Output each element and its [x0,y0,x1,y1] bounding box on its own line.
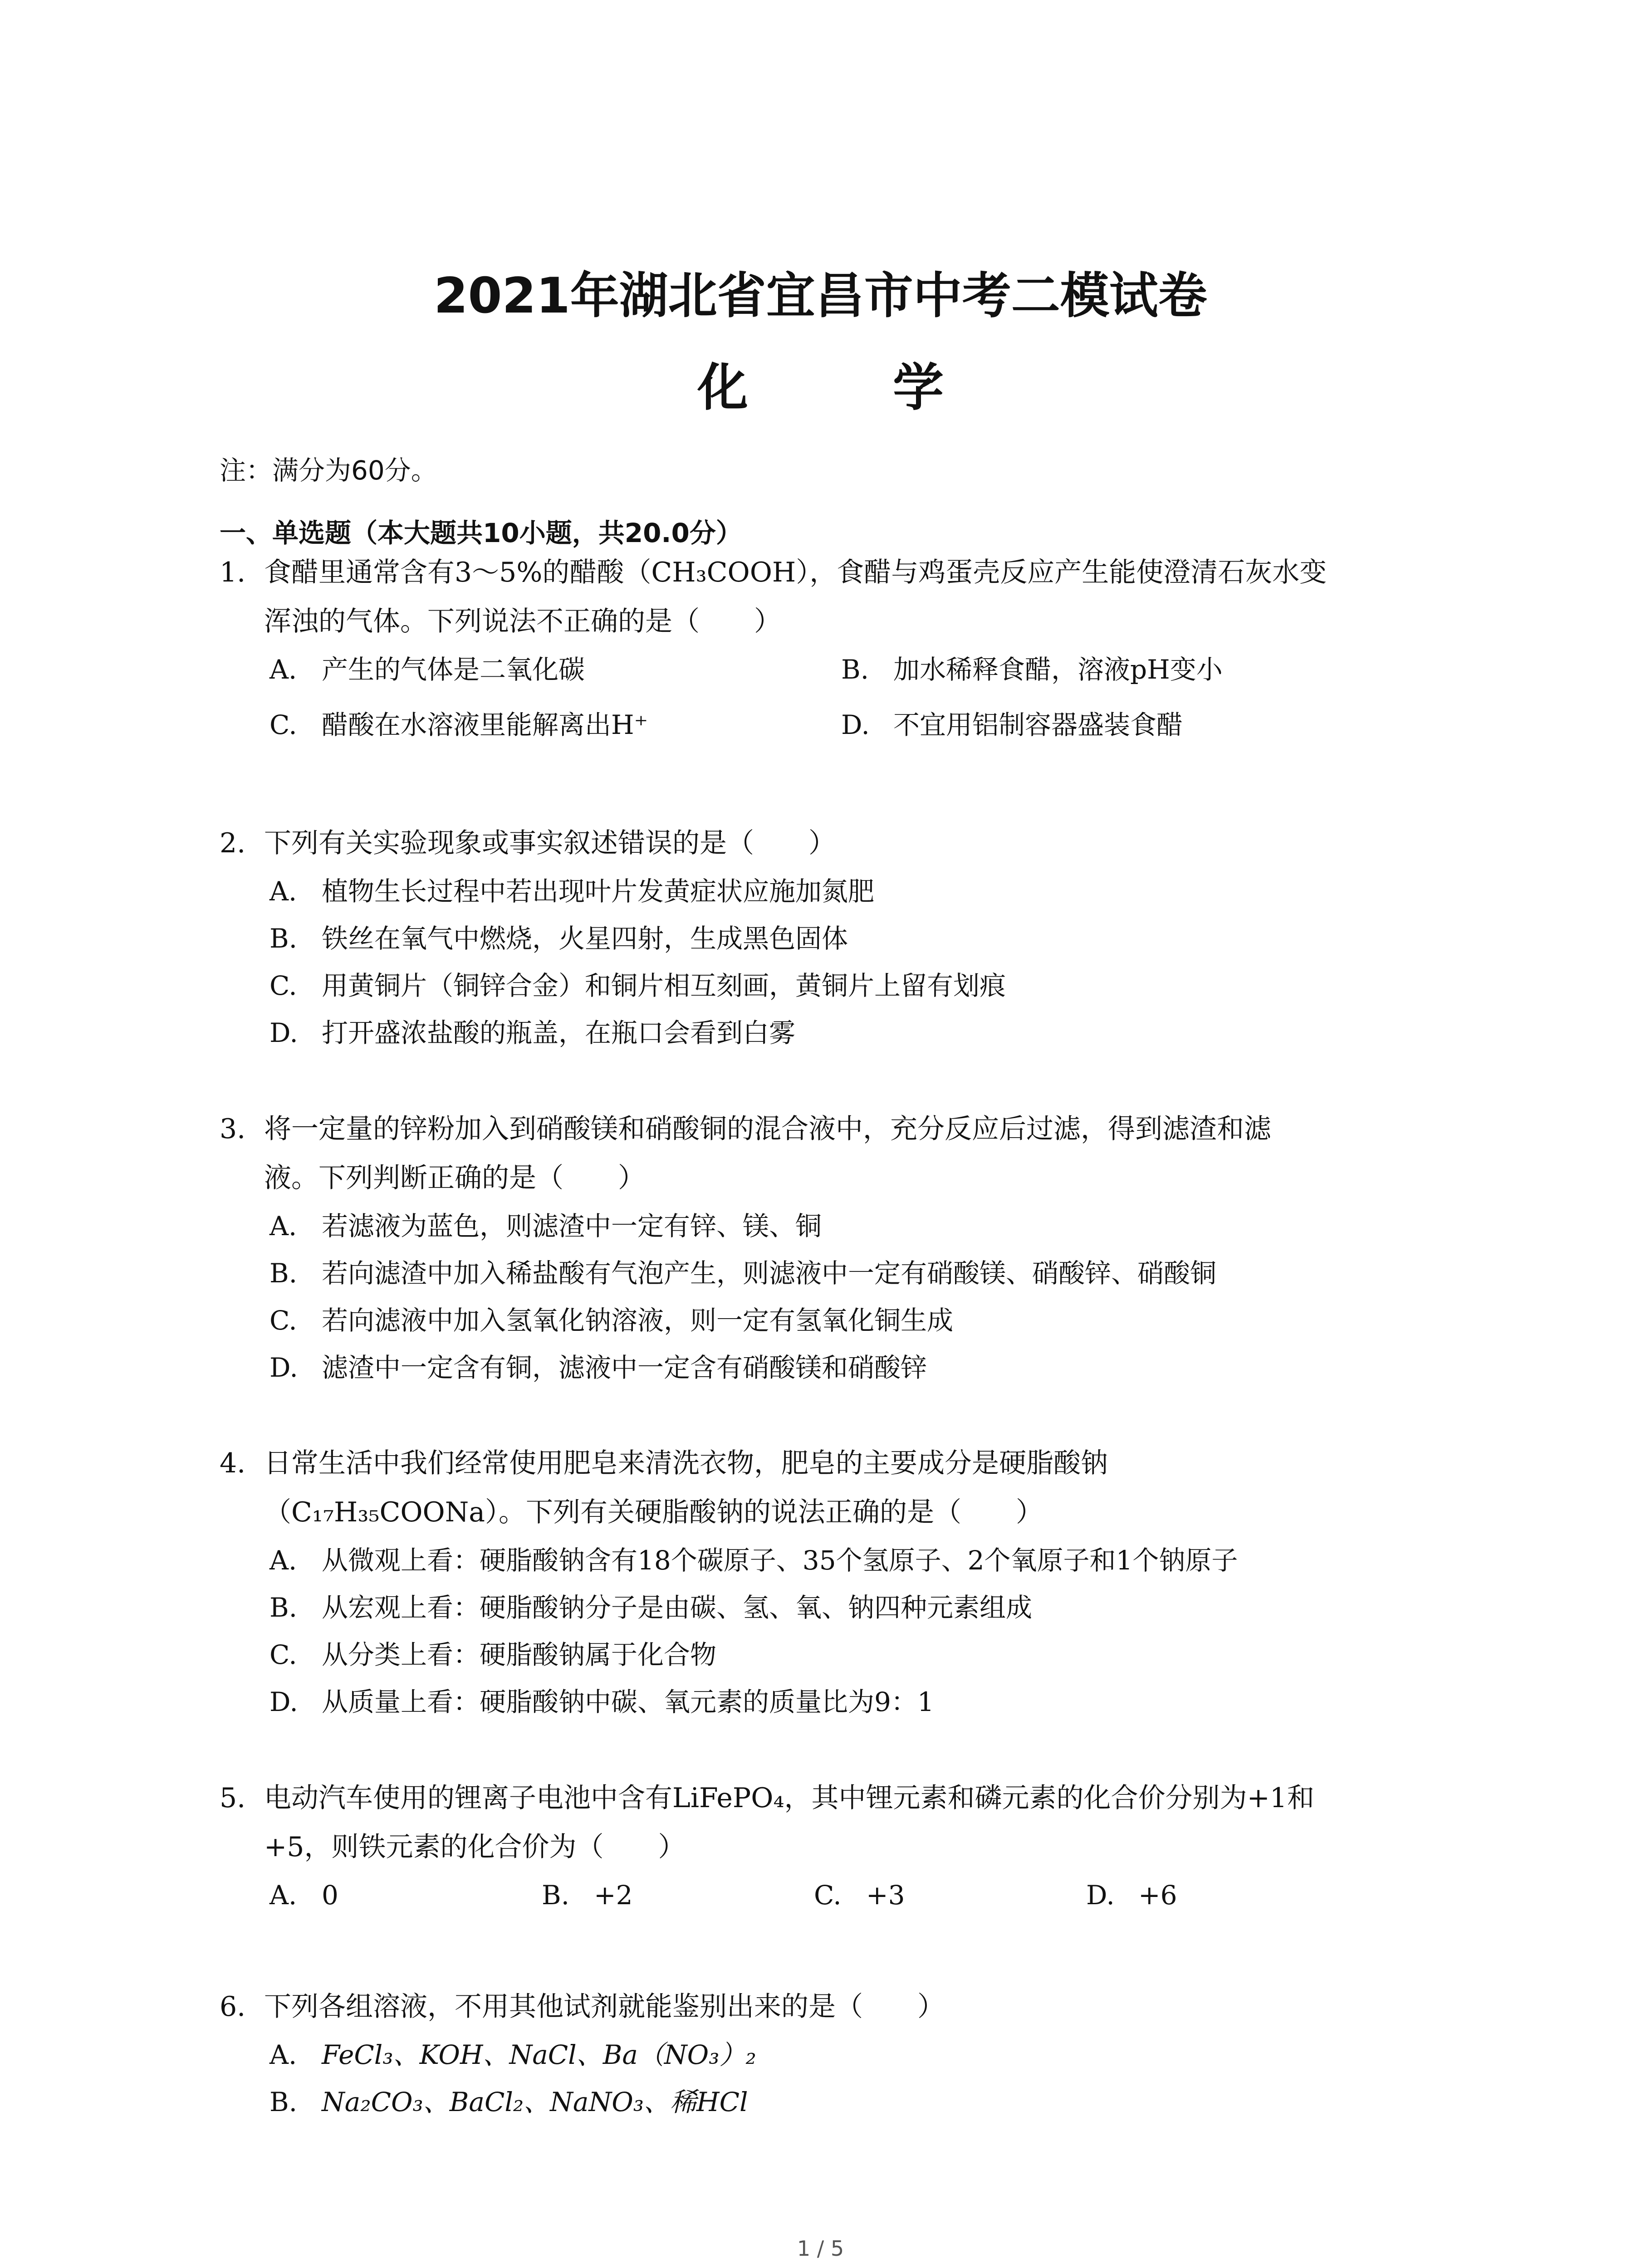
option-text: Na₂CO₃、BaCl₂、NaNO₃、稀HCl [322,2087,748,2117]
option-label: B. [542,1880,570,1911]
option-text: 加水稀释食醋，溶液pH变小 [893,654,1223,685]
option-text: 不宜用铝制容器盛装食醋 [893,709,1183,740]
question-number: 4. [220,1447,246,1479]
option-label: C. [269,1639,297,1670]
option-text: FeCl₃、KOH、NaCl、Ba（NO₃）₂ [322,2039,756,2070]
question-text-line: 液。下列判断正确的是（ ） [264,1162,645,1194]
option-text: 从分类上看：硬脂酸钠属于化合物 [322,1639,717,1670]
page-number: 1 / 5 [797,2236,844,2261]
question-text-line: 将一定量的锌粉加入到硝酸镁和硝酸铜的混合液中，充分反应后过滤，得到滤渣和滤 [264,1113,1271,1145]
question-text-line: 日常生活中我们经常使用肥皂来清洗衣物，肥皂的主要成分是硬脂酸钠 [264,1447,1108,1479]
option-b[interactable] [220,646,1445,693]
option-c[interactable] [220,962,1445,1009]
question-6 [220,1982,1445,2126]
option-d[interactable] [220,701,1445,748]
option-c[interactable] [220,1631,1445,1678]
option-text: 铁丝在氧气中燃烧，火星四射，生成黑色固体 [322,923,848,954]
score-note: 注：满分为60分。 [220,455,437,486]
question-text-line: 电动汽车使用的锂离子电池中含有LiFePO₄，其中锂元素和磷元素的化合价分别为+1和 [264,1782,1314,1814]
question-text-line: 食醋里通常含有3～5%的醋酸（CH₃COOH），食醋与鸡蛋壳反应产生能使澄清石灰水变 [264,557,1327,588]
option-label: B. [269,1258,298,1289]
option-d[interactable] [220,1009,1445,1056]
option-text: 用黄铜片（铜锌合金）和铜片相互刻画，黄铜片上留有划痕 [322,970,1006,1001]
question-number: 3. [220,1113,246,1145]
question-2 [220,819,1445,1056]
option-b[interactable] [220,915,1445,962]
option-label: C. [269,709,297,740]
question-text-line: +5，则铁元素的化合价为（ ） [264,1831,686,1863]
option-d[interactable] [220,1678,1445,1725]
option-label: D. [269,1352,298,1383]
option-text: +3 [866,1880,905,1911]
option-label: C. [269,970,297,1001]
option-label: D. [269,1017,298,1048]
option-label: D. [269,1686,298,1717]
option-label: A. [269,1880,297,1911]
question-text-line: （C₁₇H₃₅COONa）。下列有关硬脂酸钠的说法正确的是（ ） [264,1496,1043,1528]
option-text: 若向滤渣中加入稀盐酸有气泡产生，则滤液中一定有硝酸镁、硝酸锌、硝酸铜 [322,1258,1217,1289]
option-text: 产生的气体是二氧化碳 [322,654,585,685]
option-label: D. [1086,1880,1115,1911]
option-text: 滤渣中一定含有铜，滤液中一定含有硝酸镁和硝酸锌 [322,1352,927,1383]
question-3 [220,1105,1445,1391]
option-b[interactable] [220,2078,1445,2126]
option-a[interactable] [220,1202,1445,1250]
option-text: 从微观上看：硬脂酸钠含有18个碳原子、35个氢原子、2个氧原子和1个钠原子 [322,1545,1238,1576]
page-title: 2021年湖北省宜昌市中考二模试卷 [434,268,1207,324]
option-text: +2 [594,1880,633,1911]
option-a[interactable] [220,1537,1445,1584]
option-d[interactable] [220,1344,1445,1391]
option-text: 若滤液为蓝色，则滤渣中一定有锌、镁、铜 [322,1211,822,1242]
option-label: B. [269,1592,298,1623]
question-text-line: 浑浊的气体。下列说法不正确的是（ ） [264,606,781,637]
option-label: C. [814,1880,842,1911]
option-b[interactable] [220,1250,1445,1297]
option-a[interactable] [220,868,1445,915]
option-row [220,646,1445,693]
option-label: C. [269,1305,297,1336]
question-5 [220,1774,1445,1919]
option-label: A. [269,2039,297,2070]
option-text: 0 [322,1880,338,1911]
option-label: A. [269,654,297,685]
option-b[interactable] [220,1584,1445,1631]
option-text: 从质量上看：硬脂酸钠中碳、氧元素的质量比为9：1 [322,1686,934,1717]
question-number: 6. [220,1991,246,2023]
option-label: B. [269,923,298,954]
section-heading: 一、单选题（本大题共10小题，共20.0分） [220,518,742,548]
option-text: 打开盛浓盐酸的瓶盖，在瓶口会看到白雾 [322,1017,796,1048]
option-label: D. [841,709,870,740]
option-a[interactable] [220,2031,1445,2078]
option-text: +6 [1138,1880,1177,1911]
option-text: 植物生长过程中若出现叶片发黄症状应施加氮肥 [322,876,875,907]
question-text-line: 下列各组溶液，不用其他试剂就能鉴别出来的是（ ） [264,1991,945,2023]
option-label: A. [269,1545,297,1576]
question-4 [220,1439,1445,1725]
option-text: 醋酸在水溶液里能解离出H⁺ [322,709,648,740]
option-c[interactable] [220,1297,1445,1344]
option-row [220,701,1445,748]
option-text: 从宏观上看：硬脂酸钠分子是由碳、氢、氧、钠四种元素组成 [322,1592,1033,1623]
option-row [220,1872,1445,1919]
question-number: 1. [220,557,246,588]
subject-title: 化 学 [697,358,1007,417]
option-label: B. [841,654,869,685]
question-text-line: 下列有关实验现象或事实叙述错误的是（ ） [264,827,836,859]
option-label: A. [269,1211,297,1242]
question-1 [220,548,1445,748]
option-label: B. [269,2087,298,2117]
option-text: 若向滤液中加入氢氧化钠溶液，则一定有氢氧化铜生成 [322,1305,954,1336]
option-label: A. [269,876,297,907]
question-number: 5. [220,1782,246,1814]
question-number: 2. [220,827,246,859]
